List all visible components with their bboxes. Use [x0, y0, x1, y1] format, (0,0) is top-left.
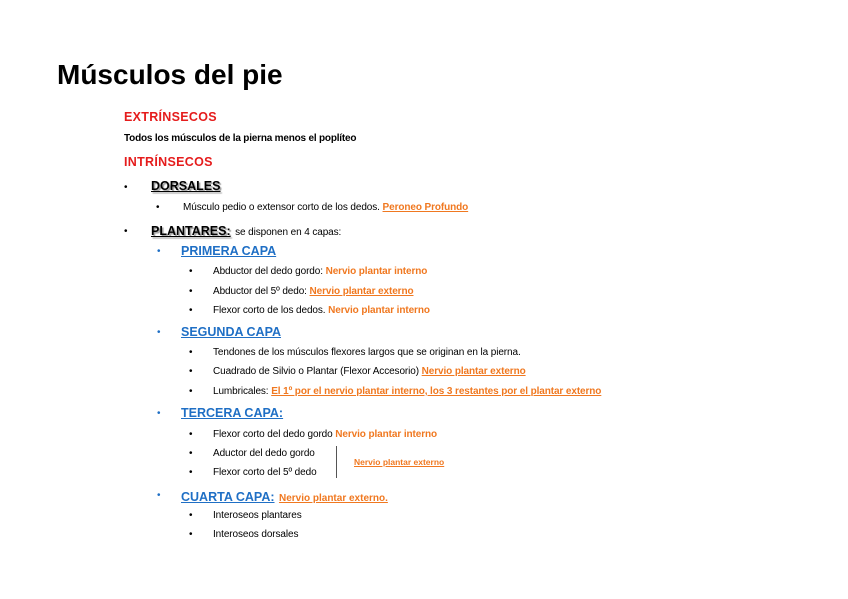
tercera-group-nerve: Nervio plantar externo — [354, 457, 445, 467]
bullet-icon: • — [189, 305, 193, 316]
list-item-text: Flexor corto del dedo gordo — [213, 429, 333, 440]
list-item-text: Aductor del dedo gordo — [213, 448, 315, 459]
bullet-icon: • — [189, 366, 193, 377]
segunda-capa-label: SEGUNDA CAPA — [181, 325, 282, 339]
list-item-text: Flexor corto del 5º dedo — [213, 467, 317, 478]
cuarta-capa-nerve: Nervio plantar externo. — [278, 493, 388, 504]
list-item-text: Interoseos dorsales — [213, 529, 299, 540]
extrinsecos-heading: EXTRÍNSECOS — [124, 110, 217, 124]
list-item-text: Cuadrado de Silvio o Plantar (Flexor Accesorio) — [213, 366, 419, 377]
bullet-icon: • — [189, 448, 193, 459]
bullet-icon: • — [189, 266, 193, 277]
list-item-nerve: Nervio plantar interno — [335, 429, 438, 440]
list-item-nerve: Nervio plantar interno — [328, 305, 430, 316]
plantares-suffix: se disponen en 4 capas: — [235, 227, 342, 238]
dorsales-item — [183, 202, 468, 213]
bullet-icon: • — [124, 182, 128, 193]
list-item — [213, 305, 430, 316]
list-item-text: Lumbricales: — [213, 386, 269, 397]
bullet-icon: • — [189, 467, 193, 478]
bullet-icon: • — [157, 246, 161, 257]
bullet-icon: • — [157, 408, 161, 419]
list-item-nerve: Nervio plantar externo — [421, 366, 526, 377]
list-item-nerve: El 1º por el nervio plantar interno, los 3 restantes por el plantar externo — [271, 386, 602, 397]
list-item — [213, 529, 298, 540]
plantares-label: PLANTARES: — [151, 224, 231, 238]
list-item-text: Abductor del dedo gordo: — [213, 266, 323, 277]
list-item — [213, 386, 601, 397]
list-item — [213, 266, 427, 277]
cuarta-capa-line — [181, 488, 388, 506]
list-item-text: Interoseos plantares — [213, 510, 302, 521]
bullet-icon: • — [157, 327, 161, 338]
bullet-icon: • — [189, 510, 193, 521]
group-bracket-line — [336, 446, 337, 478]
bullet-icon: • — [189, 286, 193, 297]
list-item-text: Abductor del 5º dedo: — [213, 286, 307, 297]
intrinsecos-heading: INTRÍNSECOS — [124, 155, 213, 169]
cuarta-capa-label: CUARTA CAPA: — [181, 490, 275, 504]
list-item-text: Tendones de los músculos flexores largos que se originan en la pierna. — [213, 347, 521, 358]
tercera-capa-label: TERCERA CAPA: — [181, 406, 284, 420]
bullet-icon: • — [157, 490, 161, 501]
dorsales-item-nerve: Peroneo Profundo — [382, 202, 469, 213]
extrinsecos-text: Todos los músculos de la pierna menos el poplíteo — [124, 133, 357, 144]
bullet-icon: • — [189, 429, 193, 440]
plantares-line — [151, 222, 341, 240]
page-title: Músculos del pie — [57, 59, 283, 90]
bullet-icon: • — [189, 529, 193, 540]
primera-capa-label: PRIMERA CAPA — [181, 244, 277, 258]
bullet-icon: • — [124, 226, 128, 237]
bullet-icon: • — [156, 202, 160, 213]
bullet-icon: • — [189, 386, 193, 397]
list-item-nerve: Nervio plantar externo — [309, 286, 414, 297]
dorsales-item-text: Músculo pedio o extensor corto de los dedos. — [183, 202, 380, 213]
list-item — [213, 467, 317, 478]
dorsales-label: DORSALES — [151, 179, 221, 193]
list-item-nerve: Nervio plantar interno — [325, 266, 428, 277]
list-item — [213, 286, 413, 297]
list-item-text: Flexor corto de los dedos. — [213, 305, 326, 316]
list-item — [213, 448, 315, 459]
list-item — [213, 510, 302, 521]
list-item — [213, 347, 521, 358]
bullet-icon: • — [189, 347, 193, 358]
list-item — [213, 429, 437, 440]
list-item — [213, 366, 526, 377]
